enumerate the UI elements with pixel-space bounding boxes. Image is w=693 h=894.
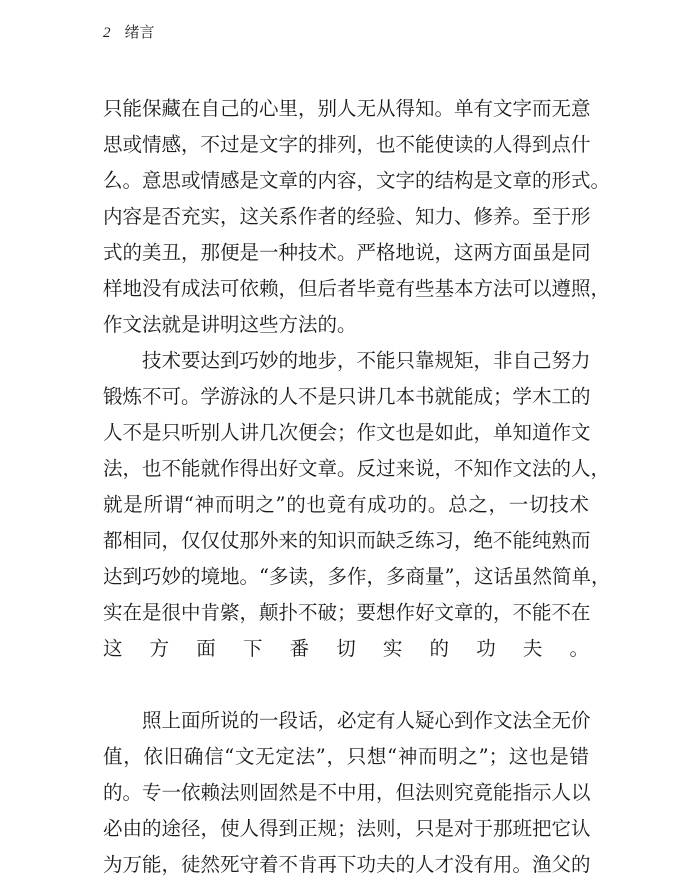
text-line: 必由的途径，使人得到正规；法则，只是对于那班把它认 (103, 817, 591, 840)
text-line: 锻炼不可。学游泳的人不是只讲几本书就能成；学木工的 (103, 385, 591, 408)
text-line: 都相同，仅仅仗那外来的知识而缺乏练习，绝不能纯熟而 (103, 529, 591, 552)
text-line: 内容是否充实，这关系作者的经验、知力、修养。至于形 (103, 205, 591, 228)
paragraph-1 (103, 91, 611, 343)
text-line: 思或情感，不过是文字的排列，也不能使读的人得到点什 (103, 133, 591, 156)
text-line: 就是所谓“神而明之”的也竟有成功的。总之，一切技术 (103, 493, 589, 516)
text-line: 作文法就是讲明这些方法的。 (103, 313, 357, 336)
section-title: 绪言 (124, 23, 155, 41)
text-line: 人不是只听别人讲几次便会；作文也是如此，单知道作文 (103, 421, 591, 444)
text-line: 样地没有成法可依赖，但后者毕竟有些基本方法可以遵照， (103, 277, 611, 300)
text-line: 实在是很中肯綮，颠扑不破；要想作好文章的，不能不在 (103, 601, 591, 624)
text-line: 只能保藏在自己的心里，别人无从得知。单有文字而无意 (103, 97, 591, 120)
text-line: 为万能，徒然死守着不肯再下功夫的人才没有用。渔父的 (103, 853, 591, 876)
text-line (103, 667, 589, 703)
text-line: 法，也不能就作得出好文章。反过来说，不知作文法的人， (103, 457, 611, 480)
text-line: 这方面下番切实的功夫。 (103, 637, 589, 660)
text-line: 技术要达到巧妙的地步，不能只靠规矩，非自己努力 (142, 349, 591, 372)
paragraph-2 (103, 343, 611, 703)
paragraph-3 (103, 703, 589, 883)
running-header (103, 22, 155, 43)
text-line: 的。专一依赖法则固然是不中用，但法则究竟能指示人以 (103, 781, 591, 804)
text-line: 达到巧妙的境地。“多读，多作，多商量”，这话虽然简单， (103, 565, 611, 588)
body-text (103, 91, 611, 883)
page-number: 2 (103, 25, 111, 41)
text-line: 值，依旧确信“文无定法”，只想“神而明之”；这也是错 (103, 745, 589, 768)
text-line: 么。意思或情感是文章的内容，文字的结构是文章的形式。 (103, 169, 611, 192)
text-line: 照上面所说的一段话，必定有人疑心到作文法全无价 (142, 709, 591, 732)
text-line: 式的美丑，那便是一种技术。严格地说，这两方面虽是同 (103, 241, 591, 264)
